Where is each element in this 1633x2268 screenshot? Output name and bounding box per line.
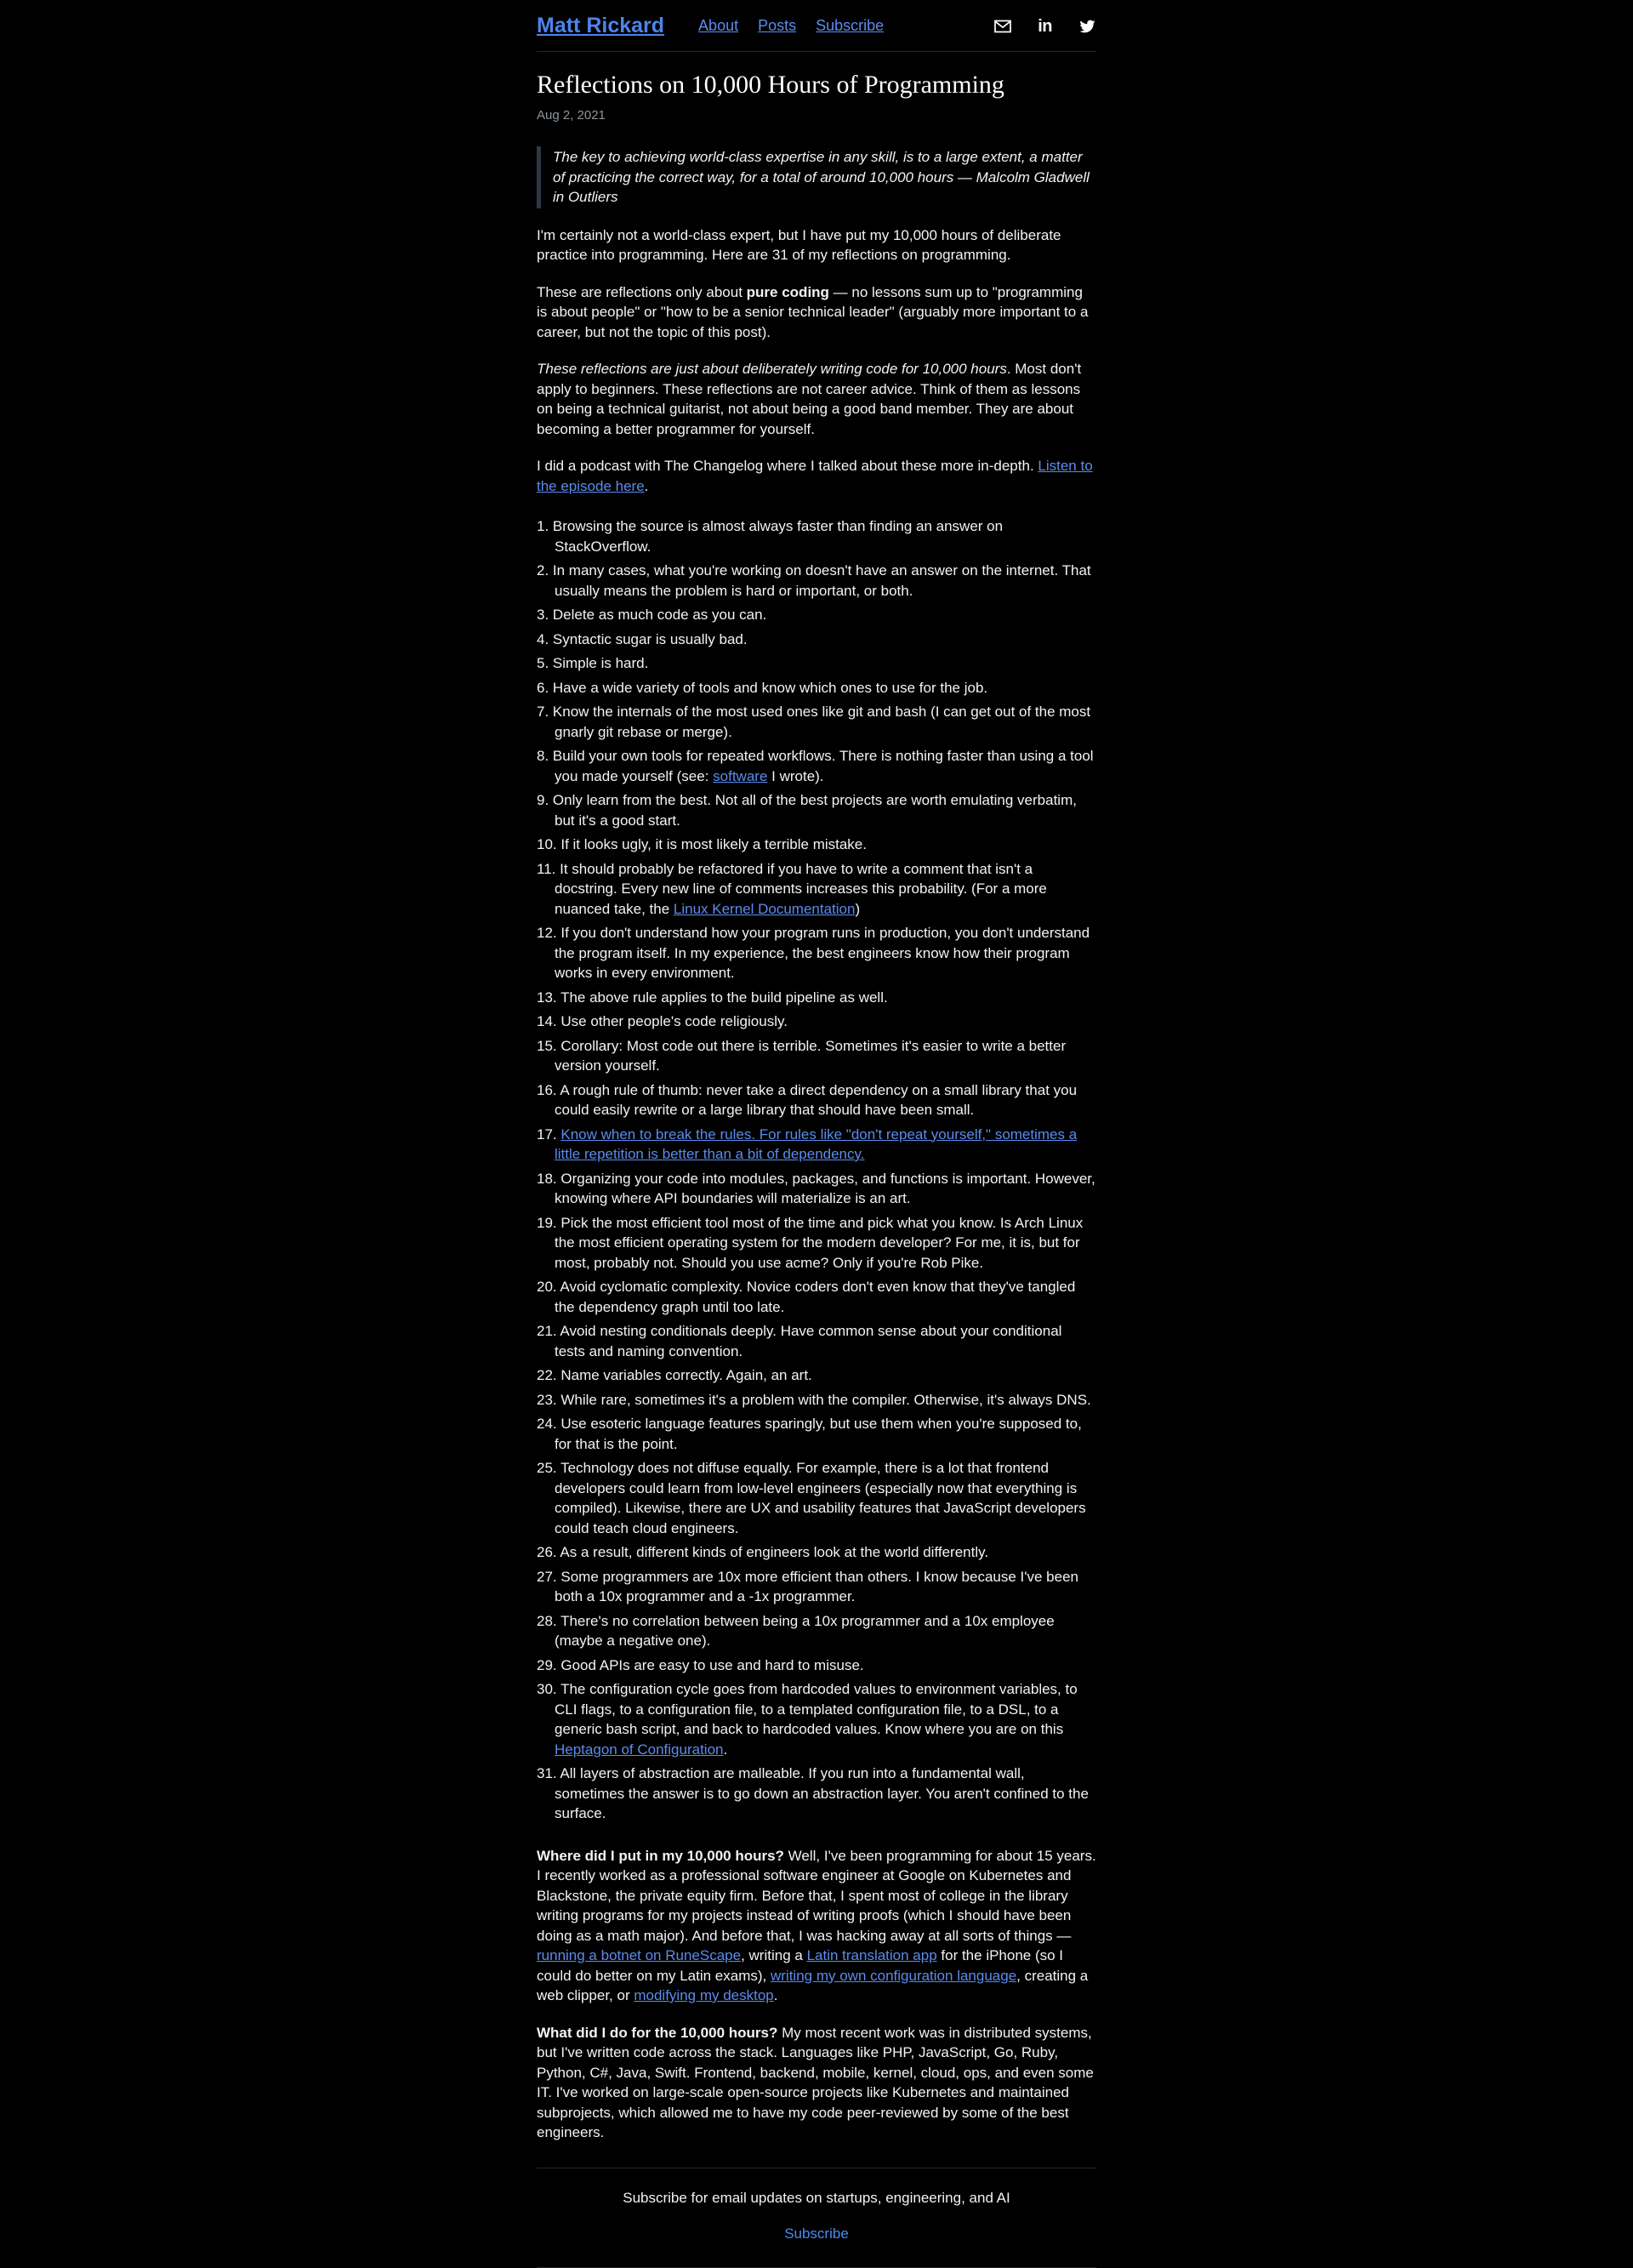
text-run: ) bbox=[855, 900, 861, 917]
text-run: . bbox=[773, 1987, 778, 2003]
list-item bbox=[537, 1414, 1096, 1454]
list-marker: 25. bbox=[537, 1460, 561, 1476]
text-run: My most recent work was in distributed systems, but I've written code across the stack. Languages like PHP, JavaScript, Go, Ruby, Python, C#, Java, Swift. Frontend, backend, mobile, kernel, cloud, ops, and even some IT. I've worked on large-scale open-source projects like Kubernetes and maintained subprojects, which allowed me to have my code peer-reviewed by some of the best engineers. bbox=[537, 2024, 1094, 2140]
text-run: All layers of abstraction are malleable. If you run into a fundamental wall, sometimes the answer is to go down an abstraction layer. You aren't confined to the surface. bbox=[555, 1765, 1089, 1821]
list-marker: 27. bbox=[537, 1568, 561, 1585]
text-run: The key to achieving world-class expertise in any skill, is to a large extent, a matter of practicing the correct way, for a total of around 10,000 hours — Malcolm Gladwell in Outliers bbox=[553, 149, 1090, 205]
list-marker: 31. bbox=[537, 1765, 560, 1781]
list-marker: 8. bbox=[537, 748, 553, 764]
list-marker: 10. bbox=[537, 836, 561, 852]
list-marker: 3. bbox=[537, 607, 553, 623]
text-run: As a result, different kinds of engineers look at the world differently. bbox=[560, 1544, 989, 1560]
list-item bbox=[537, 516, 1096, 556]
linkedin-glyph: in bbox=[1038, 16, 1052, 36]
text-run: Name variables correctly. Again, an art. bbox=[560, 1367, 812, 1383]
text-run: There's no correlation between being a 10x programmer and a 10x employee (maybe a negative one). bbox=[555, 1612, 1055, 1649]
list-marker: 22. bbox=[537, 1367, 561, 1383]
text-run: . bbox=[723, 1741, 728, 1758]
intro-paragraphs bbox=[537, 225, 1096, 497]
nav-item-posts[interactable]: Posts bbox=[758, 17, 797, 34]
text-run: Delete as much code as you can. bbox=[552, 607, 767, 623]
site-footer bbox=[537, 2168, 1096, 2268]
inline-link[interactable]: writing my own configuration language bbox=[770, 1967, 1017, 1984]
text-run: Avoid cyclomatic complexity. Novice coders don't even know that they've tangled the dependency graph until too late. bbox=[555, 1279, 1076, 1315]
text-run: Know the internals of the most used ones like git and bash (I can get out of the most gnarly git rebase or merge). bbox=[552, 704, 1091, 740]
twitter-icon[interactable] bbox=[1078, 19, 1096, 34]
list-item bbox=[537, 746, 1096, 786]
list-marker: 30. bbox=[537, 1681, 561, 1697]
list-item bbox=[537, 790, 1096, 830]
paragraph bbox=[537, 456, 1096, 496]
article-title: Reflections on 10,000 Hours of Programming bbox=[537, 70, 1004, 99]
list-marker: 7. bbox=[537, 704, 553, 720]
list-item bbox=[537, 1036, 1096, 1076]
paragraph bbox=[537, 282, 1096, 343]
twitter-bird-glyph bbox=[1078, 19, 1096, 34]
text-run: The above rule applies to the build pipeline as well. bbox=[560, 989, 888, 1006]
list-item bbox=[537, 630, 1096, 650]
footer-subscribe-link[interactable]: Subscribe bbox=[784, 2225, 849, 2242]
list-item bbox=[537, 678, 1096, 698]
inline-link[interactable]: modifying my desktop bbox=[634, 1987, 774, 2003]
inline-link[interactable]: software bbox=[713, 767, 768, 784]
bold-run: What did I do for the 10,000 hours? bbox=[537, 2024, 778, 2041]
list-item bbox=[537, 653, 1096, 674]
text-run: Avoid nesting conditionals deeply. Have common sense about your conditional tests and naming convention. bbox=[555, 1323, 1062, 1359]
text-run: In many cases, what you're working on doesn't have an answer on the internet. That usually means the problem is hard or important, or both. bbox=[552, 562, 1091, 599]
text-run: Corollary: Most code out there is terrible. Sometimes it's easier to write a better version yourself. bbox=[555, 1037, 1067, 1074]
text-run: I'm certainly not a world-class expert, but I have put my 10,000 hours of deliberate practice into programming. Here are 31 of my reflections on programming. bbox=[537, 226, 1061, 263]
text-run: A rough rule of thumb: never take a direct dependency on a small library that you could easily rewrite or a large library that should have been small. bbox=[555, 1081, 1078, 1118]
text-run: If you don't understand how your program runs in production, you don't understand the program itself. In my experience, the best engineers know how their program works in every environment. bbox=[555, 925, 1090, 981]
text-run: Pick the most efficient tool most of the time and pick what you know. Is Arch Linux the most efficient operating system for the modern developer? For me, it is, but for most, probably not. Should you use acme? Only if you're Rob Pike. bbox=[555, 1214, 1084, 1271]
list-item bbox=[537, 1125, 1096, 1165]
list-marker: 6. bbox=[537, 679, 553, 696]
closing-paragraphs bbox=[537, 1846, 1096, 2143]
article-date: Aug 2, 2021 bbox=[537, 107, 606, 123]
list-item bbox=[537, 1458, 1096, 1538]
bold-run: pure coding bbox=[746, 283, 829, 300]
text-run: Well, I've been programming for about 15 years. I recently worked as a professional software engineer at Google on Kubernetes and Blackstone, the private equity firm. Before that, I spent most of college in the library writing programs for my projects instead of writing proofs (which I should have been doing as a math major). And before that, I was hacking away at all sorts of things — bbox=[537, 1847, 1096, 1944]
italic-run: These reflections are just about deliberately writing code for 10,000 hours bbox=[537, 361, 1007, 377]
linkedin-icon[interactable] bbox=[1038, 18, 1052, 35]
list-marker: 14. bbox=[537, 1013, 561, 1029]
text-run: Good APIs are easy to use and hard to misuse. bbox=[560, 1656, 864, 1673]
list-item bbox=[537, 1679, 1096, 1759]
text-run: Have a wide variety of tools and know which ones to use for the job. bbox=[552, 679, 988, 696]
paragraph bbox=[537, 1846, 1096, 2006]
text-run: — no lessons sum up to "programming is about people" or "how to be a senior technical leader" (arguably more important to a career, but not the topic of this post). bbox=[537, 283, 1089, 340]
footer-blurb: Subscribe for email updates on startups, engineering, and AI bbox=[623, 2189, 1010, 2206]
list-marker: 29. bbox=[537, 1656, 561, 1673]
list-item bbox=[537, 1213, 1096, 1274]
paragraph bbox=[537, 359, 1096, 439]
article bbox=[537, 70, 1096, 2143]
text-run: Technology does not diffuse equally. For example, there is a lot that frontend developers could learn from low-level engineers (especially now that everything is compiled). Likewise, there are UX and usability features that JavaScript developers could teach cloud engineers. bbox=[555, 1460, 1086, 1536]
list-marker: 24. bbox=[537, 1416, 561, 1432]
list-item bbox=[537, 859, 1096, 920]
list-item bbox=[537, 561, 1096, 601]
list-marker: 5. bbox=[537, 655, 553, 671]
list-item bbox=[537, 1764, 1096, 1824]
list-marker: 23. bbox=[537, 1391, 561, 1408]
text-run: These are reflections only about bbox=[537, 283, 747, 300]
text-run: If it looks ugly, it is most likely a terrible mistake. bbox=[560, 836, 867, 852]
text-run: Syntactic sugar is usually bad. bbox=[552, 630, 748, 647]
text-run: Only learn from the best. Not all of the best projects are worth emulating verbatim, but it's a good start. bbox=[552, 792, 1077, 829]
text-run: Some programmers are 10x more efficient than others. I know because I've been both a 10x programmer and a -1x programmer. bbox=[555, 1568, 1078, 1604]
list-marker: 17. bbox=[537, 1125, 561, 1143]
text-run: Use other people's code religiously. bbox=[560, 1013, 788, 1029]
list-item bbox=[537, 1611, 1096, 1651]
envelope-glyph bbox=[994, 20, 1011, 33]
list-item bbox=[537, 1080, 1096, 1120]
text-run: , creating a web clipper, or bbox=[537, 1967, 1089, 2003]
list-item bbox=[537, 702, 1096, 742]
list-item bbox=[537, 1277, 1096, 1317]
inline-link[interactable]: running a botnet on RuneScape bbox=[537, 1947, 742, 1963]
text-run: Organizing your code into modules, packages, and functions is important. However, knowing where API boundaries will materialize is an art. bbox=[555, 1170, 1095, 1206]
email-icon[interactable] bbox=[994, 20, 1011, 33]
list-marker: 21. bbox=[537, 1323, 560, 1339]
paragraph bbox=[537, 225, 1096, 265]
quote-text bbox=[553, 147, 1096, 208]
text-run: I wrote). bbox=[767, 767, 824, 784]
inline-link[interactable]: Listen to the episode here bbox=[537, 458, 1093, 494]
text-run: Browsing the source is almost always faster than finding an answer on StackOverflow. bbox=[552, 518, 1004, 555]
nav-item-subscribe[interactable]: Subscribe bbox=[816, 17, 885, 34]
list-item bbox=[537, 1567, 1096, 1607]
nav-item-about[interactable]: About bbox=[698, 17, 739, 34]
bold-run: Where did I put in my 10,000 hours? bbox=[537, 1847, 784, 1864]
list-marker: 18. bbox=[537, 1170, 561, 1187]
list-item bbox=[537, 605, 1096, 625]
list-marker: 16. bbox=[537, 1081, 560, 1098]
reflections-list bbox=[537, 516, 1096, 1824]
main-nav bbox=[698, 16, 884, 37]
list-item bbox=[537, 1390, 1096, 1410]
text-run: I did a podcast with The Changelog where I talked about these more in-depth. bbox=[537, 458, 1038, 474]
list-marker: 15. bbox=[537, 1037, 561, 1054]
site-title-link[interactable]: Matt Rickard bbox=[537, 14, 665, 37]
list-marker: 13. bbox=[537, 989, 561, 1006]
list-marker: 1. bbox=[537, 518, 553, 534]
paragraph bbox=[537, 2023, 1096, 2143]
inline-link[interactable]: Know when to break the rules. For rules like "don't repeat yourself," sometimes a little repetition is better than a bit of dependency. bbox=[555, 1125, 1078, 1162]
text-run: Build your own tools for repeated workflows. There is nothing faster than using a tool you made yourself (see: bbox=[552, 748, 1094, 784]
list-item bbox=[537, 1365, 1096, 1386]
list-marker: 20. bbox=[537, 1279, 560, 1295]
list-item bbox=[537, 1321, 1096, 1361]
list-marker: 19. bbox=[537, 1214, 561, 1231]
inline-link[interactable]: Heptagon of Configuration bbox=[555, 1741, 724, 1758]
text-run: It should probably be refactored if you have to write a comment that isn't a docstring. Every new line of comments increases this probability. (For a more nuanced take, the bbox=[555, 860, 1047, 917]
text-run: Use esoteric language features sparingly, but use them when you're supposed to, for that is the point. bbox=[555, 1416, 1082, 1452]
list-marker: 9. bbox=[537, 792, 553, 808]
list-item bbox=[537, 1542, 1096, 1563]
list-item bbox=[537, 923, 1096, 983]
text-run: The configuration cycle goes from hardcoded values to environment variables, to CLI flags, to a configuration file, to a templated configuration file, to a DSL, to a generic bash script, and back to hardcoded values. Know where you are on this bbox=[555, 1681, 1078, 1737]
text-run: . Most don't apply to beginners. These reflections are not career advice. Think of them as lessons on being a technical guitarist, not about being a good band member. They are about becoming a better programmer for yourself. bbox=[537, 361, 1082, 437]
list-item bbox=[537, 988, 1096, 1008]
list-item bbox=[537, 1169, 1096, 1209]
social-icons bbox=[994, 18, 1096, 35]
list-item bbox=[537, 1011, 1096, 1032]
text-run: Simple is hard. bbox=[552, 655, 649, 671]
text-run: , writing a bbox=[741, 1947, 807, 1963]
list-marker: 28. bbox=[537, 1612, 561, 1629]
list-item bbox=[537, 835, 1096, 855]
text-run: for the iPhone (so I could do better on my Latin exams), bbox=[537, 1947, 1064, 1984]
inline-link[interactable]: Latin translation app bbox=[806, 1947, 937, 1963]
text-run: . bbox=[644, 477, 649, 494]
list-marker: 26. bbox=[537, 1544, 560, 1560]
site-header bbox=[537, 0, 1096, 52]
list-marker: 12. bbox=[537, 925, 561, 941]
content-column bbox=[537, 0, 1096, 2268]
list-item bbox=[537, 1655, 1096, 1676]
list-marker: 2. bbox=[537, 562, 553, 578]
list-marker: 11. bbox=[537, 860, 560, 877]
epigraph-quote bbox=[537, 146, 1096, 208]
list-marker: 4. bbox=[537, 630, 553, 647]
text-run: While rare, sometimes it's a problem with the compiler. Otherwise, it's always DNS. bbox=[560, 1391, 1091, 1408]
inline-link[interactable]: Linux Kernel Documentation bbox=[673, 900, 856, 917]
